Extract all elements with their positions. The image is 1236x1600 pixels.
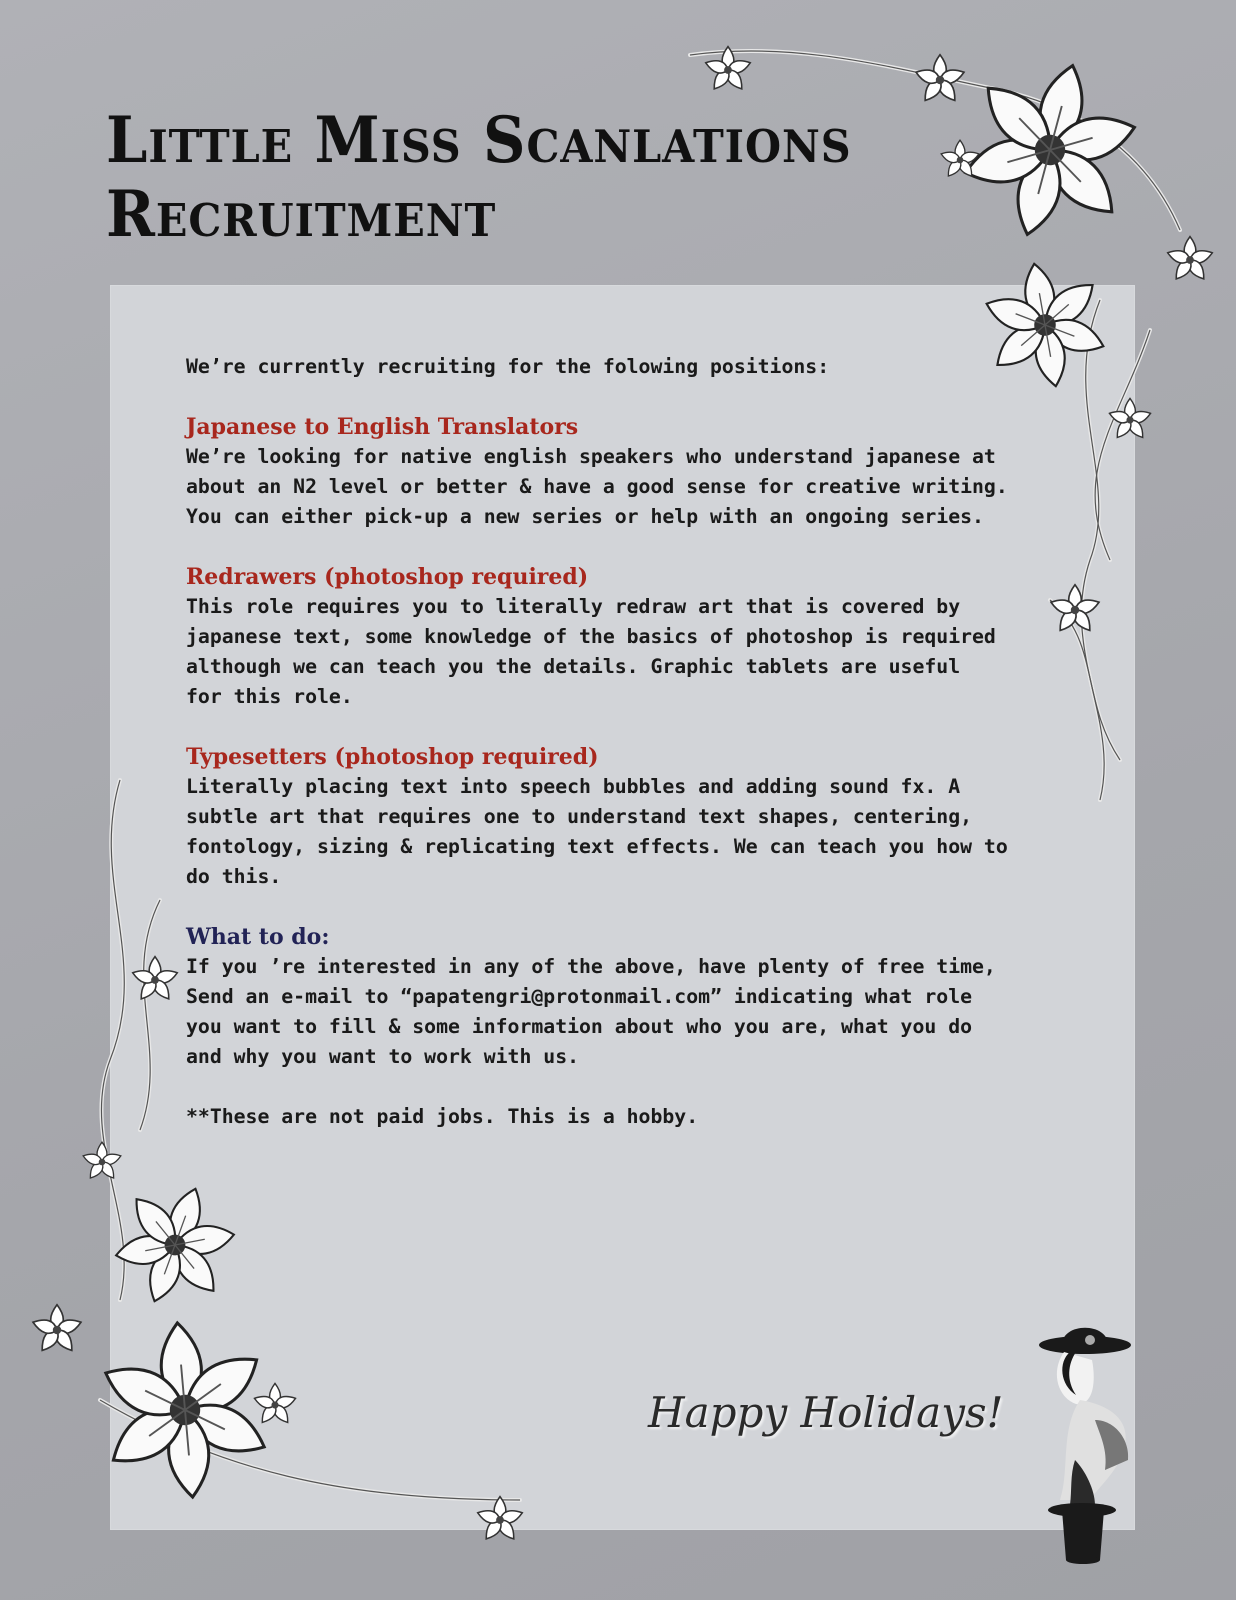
body-line: and why you want to work with us. <box>186 1045 580 1068</box>
body-line: although we can teach you the details. Graphic tablets are useful <box>186 655 961 678</box>
body-line: If you ’re interested in any of the above, have plenty of free time, <box>186 955 996 978</box>
recruitment-text <box>186 352 1086 1132</box>
body-line: You can either pick-up a new series or help with an ongoing series. <box>186 505 984 528</box>
body-line: Literally placing text into speech bubbles and adding sound fx. A <box>186 775 961 798</box>
section-heading-typesetters: Typesetters (photoshop required) <box>186 744 599 770</box>
section-heading-what-to-do: What to do: <box>186 924 330 950</box>
body-line: Send an e-mail to “papatengri@protonmail.com” indicating what role <box>186 985 973 1008</box>
title-line-2: Recruitment <box>106 177 497 252</box>
body-line: We’re looking for native english speakers who understand japanese at <box>186 445 996 468</box>
body-line: japanese text, some knowledge of the basics of photoshop is required <box>186 625 996 648</box>
section-heading-redrawers: Redrawers (photoshop required) <box>186 564 589 590</box>
body-line: for this role. <box>186 685 353 708</box>
holiday-greeting: Happy Holidays! <box>648 1388 1004 1437</box>
body-line: subtle art that requires one to understand text shapes, centering, <box>186 805 973 828</box>
body-line: you want to fill & some information about who you are, what you do <box>186 1015 973 1038</box>
body-line: This role requires you to literally redraw art that is covered by <box>186 595 961 618</box>
section-heading-translators: Japanese to English Translators <box>186 414 579 440</box>
body-line: fontology, sizing & replicating text effects. We can teach you how to <box>186 835 1008 858</box>
title-line-1: Little Miss Scanlations <box>106 103 852 178</box>
intro-text: We’re currently recruiting for the folowing positions: <box>186 355 830 378</box>
page-title <box>106 104 852 252</box>
disclaimer-note: **These are not paid jobs. This is a hobby. <box>186 1105 699 1128</box>
body-line: about an N2 level or better & have a good sense for creative writing. <box>186 475 1008 498</box>
body-line: do this. <box>186 865 282 888</box>
